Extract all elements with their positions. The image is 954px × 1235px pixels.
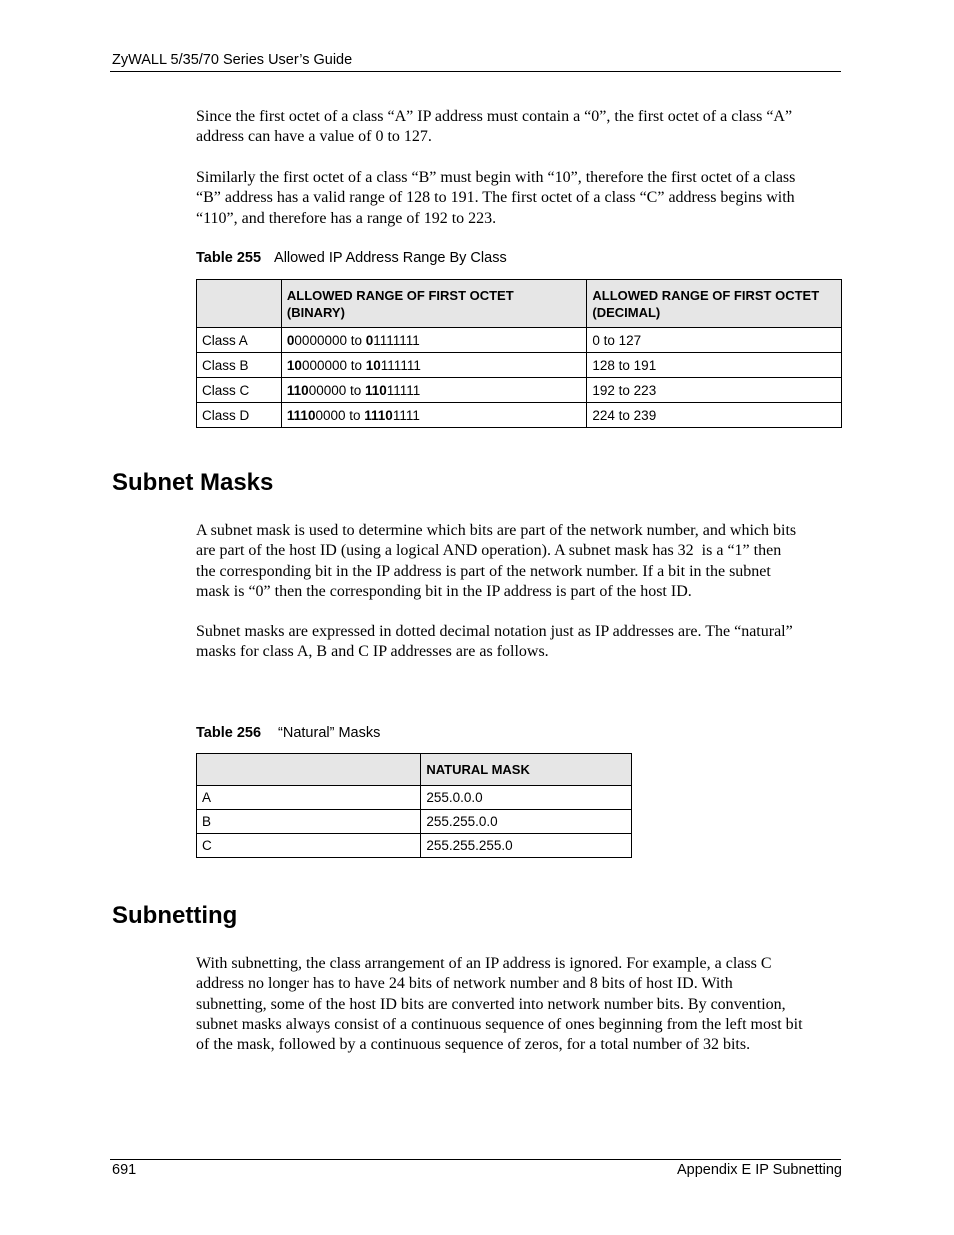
- text-line: the corresponding bit in the IP address is part of the network number. If a bit in the subnet: [196, 562, 771, 580]
- text-line: masks for class A, B and C IP addresses are as follows.: [196, 643, 549, 661]
- header-cell-binary: [281, 280, 586, 328]
- text-line: address can have a value of 0 to 127.: [196, 128, 432, 146]
- subnet-masks-paragraph-2: [196, 622, 842, 663]
- header-line: (BINARY): [286, 304, 345, 320]
- binary-range-cell: [281, 328, 586, 353]
- bits: 0000000: [294, 332, 347, 348]
- class-cell: C: [197, 834, 421, 858]
- header-rule: [110, 71, 841, 72]
- text-line: subnetting, some of the host ID bits are converted into network number bits. By convention,: [196, 995, 786, 1013]
- running-header: ZyWALL 5/35/70 Series User’s Guide: [112, 52, 353, 68]
- bold-bits: 1110: [286, 407, 316, 423]
- bits: 1111: [392, 407, 420, 423]
- table-row: [197, 834, 632, 858]
- table-label: Table 255: [196, 250, 262, 266]
- text-line: subnet masks always consist of a continuous sequence of ones beginning from the left most bit: [196, 1015, 803, 1033]
- bits: 111111: [380, 357, 421, 373]
- intro-paragraph-1: [196, 107, 842, 148]
- bold-bits: 1110: [364, 407, 393, 423]
- bold-bits: 10: [286, 357, 302, 373]
- table-row: [197, 786, 632, 810]
- table-header-row: [197, 754, 632, 786]
- bits: 1111111: [373, 332, 420, 348]
- table-row: [197, 378, 842, 403]
- table-row: [197, 403, 842, 428]
- bits: 00000: [308, 382, 347, 398]
- bold-bits: 0: [286, 332, 295, 348]
- text-line: “B” address has a valid range of 128 to 191. The first octet of a class “C” address begins with: [196, 189, 795, 207]
- text-line: Since the first octet of a class “A” IP address must contain a “0”, the first octet of a class “A”: [196, 108, 793, 125]
- bold-bits: 10: [365, 357, 381, 373]
- bold-bits: 0: [365, 332, 374, 348]
- to-word: to: [347, 357, 366, 373]
- intro-paragraph-2: [196, 168, 842, 229]
- header-cell-empty: [197, 754, 421, 786]
- bold-bits: 110: [365, 382, 387, 398]
- header-cell-natural-mask: NATURAL MASK: [421, 754, 632, 786]
- table-header-row: [197, 280, 842, 328]
- text-line: Subnet masks are expressed in dotted decimal notation just as IP addresses are. The “natural”: [196, 623, 793, 640]
- table-row: [197, 810, 632, 834]
- allowed-ip-range-table: [196, 279, 842, 428]
- header-cell-decimal: [587, 280, 842, 328]
- table-256-caption: [196, 725, 380, 741]
- table-row: [197, 353, 842, 378]
- binary-range-cell: [281, 403, 586, 428]
- text-line: A subnet mask is used to determine which bits are part of the network number, and which bits: [196, 522, 797, 539]
- mask-cell: 255.255.0.0: [421, 810, 632, 834]
- bits: 0000: [315, 407, 346, 423]
- text-line: “110”, and therefore has a range of 192 to 223.: [196, 209, 497, 227]
- table-title: “Natural” Masks: [278, 725, 381, 741]
- text-line: mask is “0” then the corresponding bit in the IP address is part of the host ID.: [196, 582, 692, 600]
- decimal-range-cell: 128 to 191: [587, 353, 842, 378]
- header-cell-empty: [197, 280, 282, 328]
- table-255-caption: [196, 250, 507, 266]
- binary-range-cell: [281, 378, 586, 403]
- header-line: (DECIMAL): [592, 304, 661, 320]
- binary-range-cell: [281, 353, 586, 378]
- header-line: ALLOWED RANGE OF FIRST OCTET: [592, 287, 820, 303]
- page-number: 691: [112, 1162, 137, 1178]
- table-title: Allowed IP Address Range By Class: [274, 250, 507, 266]
- to-word: to: [345, 407, 365, 423]
- section-heading-subnet-masks: Subnet Masks: [112, 469, 274, 496]
- footer-rule: [110, 1159, 841, 1160]
- section-heading-subnetting: Subnetting: [112, 902, 238, 929]
- header-line: ALLOWED RANGE OF FIRST OCTET: [286, 287, 514, 303]
- text-line: address no longer has to have 24 bits of network number and 8 bits of host ID. With: [196, 975, 733, 993]
- subnetting-paragraph-1: [196, 954, 842, 1055]
- table-row: [197, 328, 842, 353]
- footer-section-title: Appendix E IP Subnetting: [677, 1162, 842, 1178]
- class-cell: B: [197, 810, 421, 834]
- bits: 11111: [386, 382, 421, 398]
- class-cell: Class C: [197, 378, 282, 403]
- subnet-masks-paragraph-1: [196, 521, 842, 602]
- decimal-range-cell: 192 to 223: [587, 378, 842, 403]
- bold-bits: 110: [286, 382, 309, 398]
- mask-cell: 255.0.0.0: [421, 786, 632, 810]
- mask-cell: 255.255.255.0: [421, 834, 632, 858]
- text-line: With subnetting, the class arrangement of an IP address is ignored. For example, a class C: [196, 955, 772, 972]
- class-cell: Class B: [197, 353, 282, 378]
- text-line: Similarly the first octet of a class “B” must begin with “10”, therefore the first octet of a class: [196, 169, 796, 186]
- decimal-range-cell: 0 to 127: [587, 328, 842, 353]
- class-cell: Class D: [197, 403, 282, 428]
- class-cell: A: [197, 786, 421, 810]
- natural-masks-table: [196, 753, 632, 858]
- table-label: Table 256: [196, 725, 262, 741]
- text-line: are part of the host ID (using a logical AND operation). A subnet mask has 32 is a “1” then: [196, 542, 782, 560]
- decimal-range-cell: 224 to 239: [587, 403, 842, 428]
- to-word: to: [346, 332, 366, 348]
- to-word: to: [346, 382, 365, 398]
- bits: 000000: [301, 357, 347, 373]
- text-line: of the mask, followed by a continuous sequence of zeros, for a total number of 32 bits.: [196, 1036, 751, 1054]
- class-cell: Class A: [197, 328, 282, 353]
